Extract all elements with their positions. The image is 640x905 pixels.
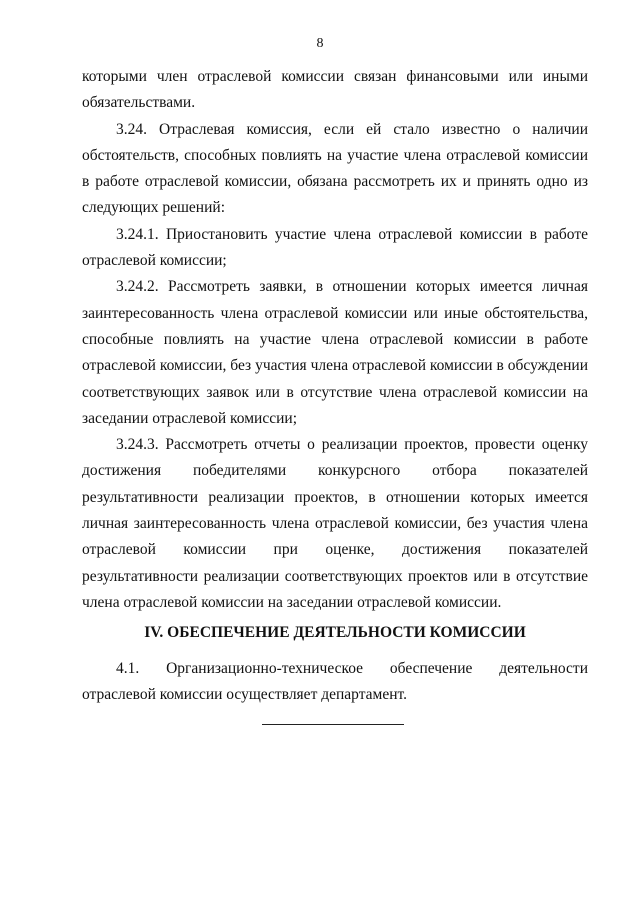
section-heading: IV. ОБЕСПЕЧЕНИЕ ДЕЯТЕЛЬНОСТИ КОМИССИИ (144, 624, 526, 641)
paragraph-3-24-2: 3.24.2. Рассмотреть заявки, в отношении которых имеется личная заинтересованность члена отраслевой комиссии или иные обстоятельства, способные повлиять на участие члена отраслевой комиссии в работе отраслевой комиссии, без участия члена отраслевой комиссии в обсуждении соответствующих заявок или в отсутствие члена отраслевой комиссии на заседании отраслевой комиссии; (82, 278, 588, 427)
page-number: 8 (316, 36, 324, 51)
body-text (82, 64, 588, 616)
paragraph-3-24: 3.24. Отраслевая комиссия, если ей стало известно о наличии обстоятельств, способных повлиять на участие члена отраслевой комиссии в работе отраслевой комиссии, обязана рассмотреть их и принять одно из следующих решений: (82, 120, 588, 217)
paragraph-3-24-3: 3.24.3. Рассмотреть отчеты о реализации проектов, провести оценку достижения победителями конкурсного отбора показателей результативности реализации проектов, в отношении которых имеется личная заинтересованность члена отраслевой комиссии, без участия члена отраслевой комиссии при оценке, достижения показателей результативности реализации соответствующих проектов или в отсутствие члена отраслевой комиссии на заседании отраслевой комиссии. (82, 436, 588, 611)
paragraph-4-1: 4.1. Организационно-техническое обеспечение деятельности отраслевой комиссии осуществляет департамент. (82, 660, 588, 704)
paragraph-continuation: которыми член отраслевой комиссии связан финансовыми или иными обязательствами. (82, 68, 588, 112)
paragraph-3-24-1: 3.24.1. Приостановить участие члена отраслевой комиссии в работе отраслевой комиссии; (82, 225, 588, 270)
end-divider (262, 724, 404, 725)
section-body (82, 656, 588, 709)
